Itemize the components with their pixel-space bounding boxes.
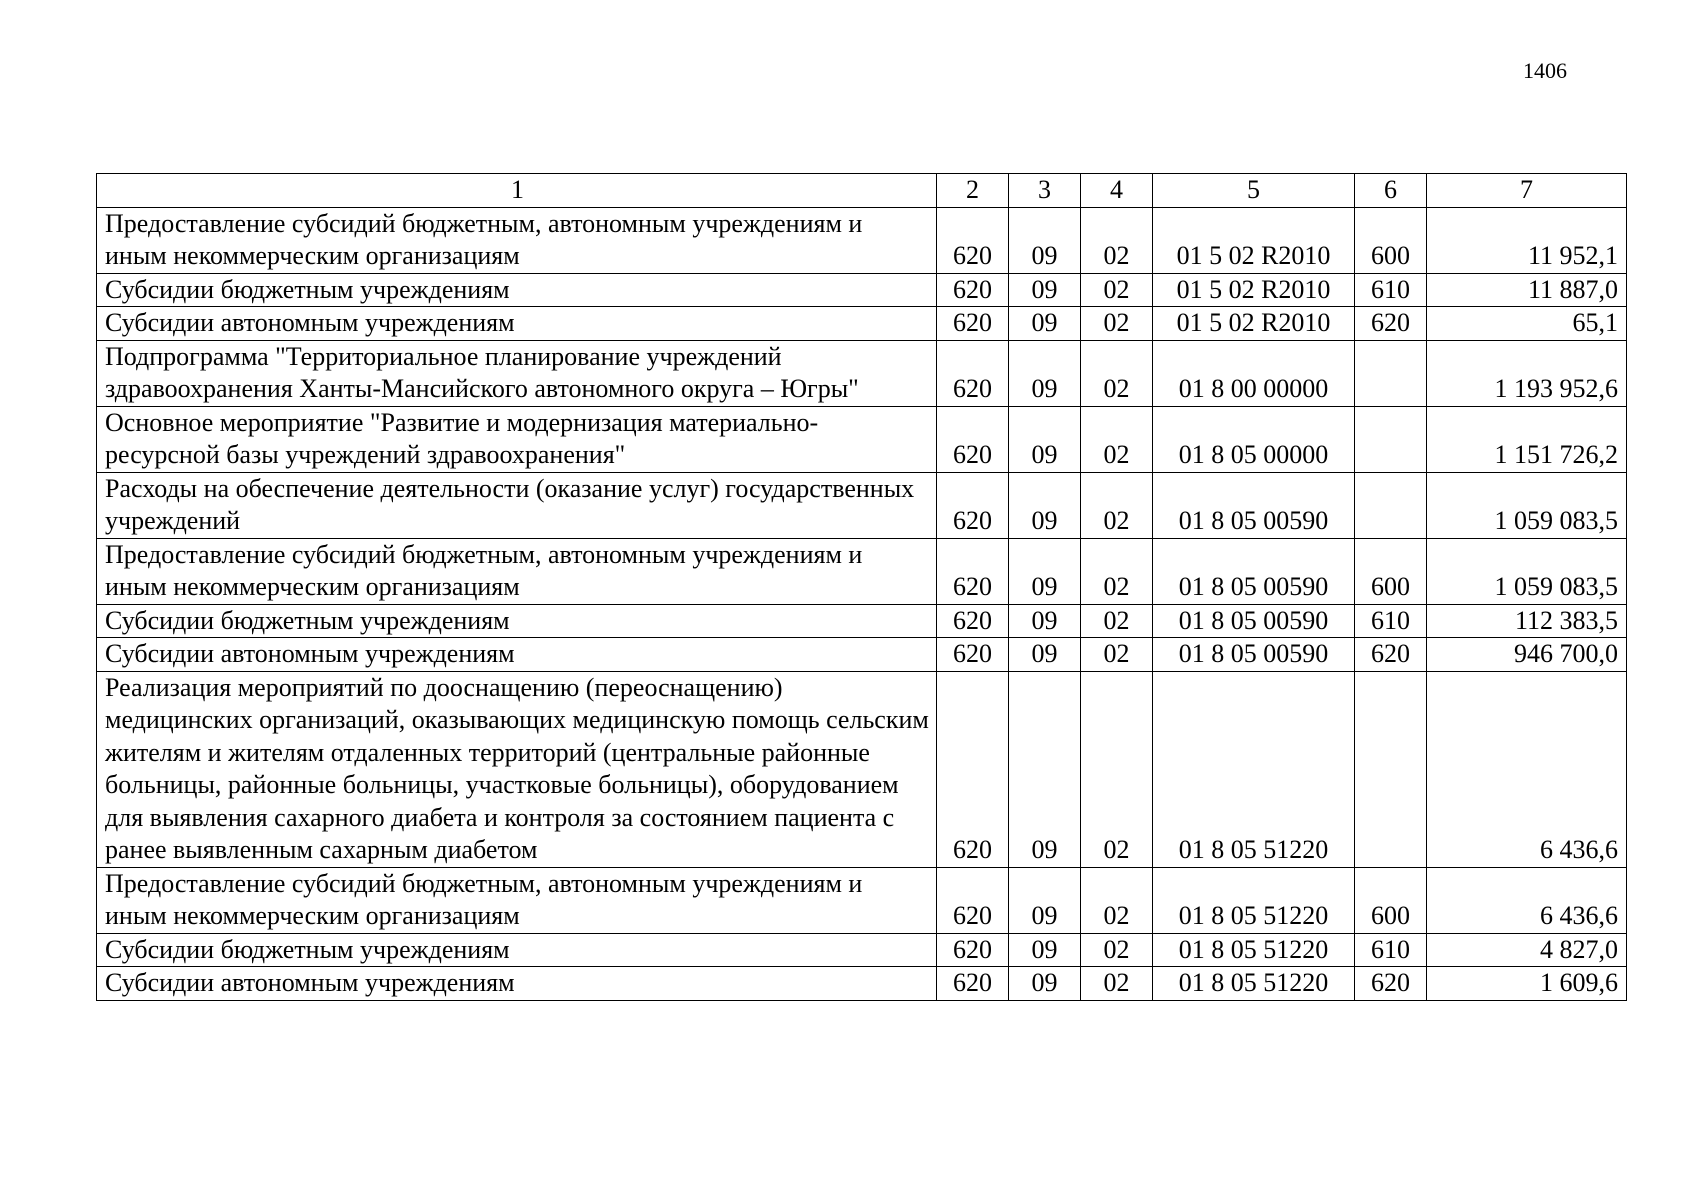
row-col5-cell: 01 5 02 R2010 <box>1153 307 1355 341</box>
row-col3-cell: 09 <box>1009 933 1081 967</box>
row-name-cell: Основное мероприятие "Развитие и модернизация материально-ресурсной базы учреждений здравоохранения" <box>97 406 937 472</box>
row-col2-cell: 620 <box>937 472 1009 538</box>
header-cell: 5 <box>1153 174 1355 208</box>
row-col4-cell: 02 <box>1081 406 1153 472</box>
row-name-cell: Субсидии автономным учреждениям <box>97 967 937 1001</box>
row-name-cell: Расходы на обеспечение деятельности (оказание услуг) государственных учреждений <box>97 472 937 538</box>
row-col7-cell: 1 193 952,6 <box>1427 340 1627 406</box>
row-col7-cell: 4 827,0 <box>1427 933 1627 967</box>
row-col7-cell: 946 700,0 <box>1427 638 1627 672</box>
row-col3-cell: 09 <box>1009 273 1081 307</box>
header-cell: 4 <box>1081 174 1153 208</box>
row-col5-cell: 01 8 05 00590 <box>1153 538 1355 604</box>
row-col2-cell: 620 <box>937 671 1009 867</box>
row-name-cell: Предоставление субсидий бюджетным, автономным учреждениям и иным некоммерческим организациям <box>97 867 937 933</box>
row-col5-cell: 01 5 02 R2010 <box>1153 273 1355 307</box>
row-col6-cell <box>1355 406 1427 472</box>
row-col4-cell: 02 <box>1081 207 1153 273</box>
row-col5-cell: 01 8 05 51220 <box>1153 933 1355 967</box>
table-row <box>97 307 1627 341</box>
row-name-cell: Субсидии автономным учреждениям <box>97 638 937 672</box>
row-col6-cell: 610 <box>1355 604 1427 638</box>
header-cell: 7 <box>1427 174 1627 208</box>
table-row <box>97 867 1627 933</box>
row-col4-cell: 02 <box>1081 867 1153 933</box>
row-col6-cell: 620 <box>1355 638 1427 672</box>
row-col3-cell: 09 <box>1009 671 1081 867</box>
row-col3-cell: 09 <box>1009 340 1081 406</box>
row-col5-cell: 01 8 05 51220 <box>1153 671 1355 867</box>
row-col5-cell: 01 8 05 00590 <box>1153 472 1355 538</box>
row-col2-cell: 620 <box>937 207 1009 273</box>
table-row <box>97 538 1627 604</box>
row-name-cell: Предоставление субсидий бюджетным, автономным учреждениям и иным некоммерческим организациям <box>97 207 937 273</box>
page-number: 1406 <box>1523 58 1567 83</box>
row-name-cell: Субсидии бюджетным учреждениям <box>97 933 937 967</box>
table-header-row <box>97 174 1627 208</box>
row-col5-cell: 01 5 02 R2010 <box>1153 207 1355 273</box>
table-row <box>97 207 1627 273</box>
header-cell: 1 <box>97 174 937 208</box>
budget-table <box>96 173 1627 1001</box>
row-col2-cell: 620 <box>937 604 1009 638</box>
row-col4-cell: 02 <box>1081 638 1153 672</box>
row-col4-cell: 02 <box>1081 273 1153 307</box>
row-col3-cell: 09 <box>1009 967 1081 1001</box>
row-col2-cell: 620 <box>937 406 1009 472</box>
table-row <box>97 406 1627 472</box>
table-row <box>97 671 1627 867</box>
row-name-cell: Субсидии бюджетным учреждениям <box>97 273 937 307</box>
table-row <box>97 933 1627 967</box>
row-col6-cell: 600 <box>1355 538 1427 604</box>
row-col2-cell: 620 <box>937 340 1009 406</box>
row-col4-cell: 02 <box>1081 340 1153 406</box>
row-name-cell: Предоставление субсидий бюджетным, автономным учреждениям и иным некоммерческим организациям <box>97 538 937 604</box>
header-cell: 3 <box>1009 174 1081 208</box>
table-row <box>97 340 1627 406</box>
row-col2-cell: 620 <box>937 638 1009 672</box>
row-col3-cell: 09 <box>1009 207 1081 273</box>
row-col6-cell <box>1355 472 1427 538</box>
row-col2-cell: 620 <box>937 933 1009 967</box>
row-col6-cell: 600 <box>1355 867 1427 933</box>
row-name-cell: Реализация мероприятий по дооснащению (переоснащению) медицинских организаций, оказывающих медицинскую помощь сельским жителям и жителям отдаленных территорий (центральные районные больницы, районные больницы, участковые больницы), оборудованием для выявления сахарного диабета и контроля за состоянием пациента с ранее выявленным сахарным диабетом <box>97 671 937 867</box>
row-col6-cell <box>1355 671 1427 867</box>
row-col4-cell: 02 <box>1081 671 1153 867</box>
table-row <box>97 472 1627 538</box>
row-col3-cell: 09 <box>1009 472 1081 538</box>
row-col6-cell <box>1355 340 1427 406</box>
row-col5-cell: 01 8 05 00590 <box>1153 604 1355 638</box>
row-col4-cell: 02 <box>1081 472 1153 538</box>
row-col5-cell: 01 8 05 51220 <box>1153 867 1355 933</box>
row-col7-cell: 1 151 726,2 <box>1427 406 1627 472</box>
row-col5-cell: 01 8 05 00590 <box>1153 638 1355 672</box>
row-col4-cell: 02 <box>1081 538 1153 604</box>
row-col6-cell: 610 <box>1355 933 1427 967</box>
row-col3-cell: 09 <box>1009 638 1081 672</box>
row-col4-cell: 02 <box>1081 933 1153 967</box>
row-col7-cell: 6 436,6 <box>1427 671 1627 867</box>
header-cell: 2 <box>937 174 1009 208</box>
table-row <box>97 273 1627 307</box>
row-col3-cell: 09 <box>1009 307 1081 341</box>
row-col5-cell: 01 8 05 00000 <box>1153 406 1355 472</box>
table-row <box>97 604 1627 638</box>
row-name-cell: Субсидии бюджетным учреждениям <box>97 604 937 638</box>
row-col3-cell: 09 <box>1009 538 1081 604</box>
row-col2-cell: 620 <box>937 967 1009 1001</box>
row-col6-cell: 620 <box>1355 967 1427 1001</box>
row-col7-cell: 11 952,1 <box>1427 207 1627 273</box>
header-cell: 6 <box>1355 174 1427 208</box>
row-col3-cell: 09 <box>1009 867 1081 933</box>
row-col7-cell: 1 609,6 <box>1427 967 1627 1001</box>
row-col2-cell: 620 <box>937 273 1009 307</box>
row-col5-cell: 01 8 05 51220 <box>1153 967 1355 1001</box>
row-col7-cell: 1 059 083,5 <box>1427 538 1627 604</box>
row-col4-cell: 02 <box>1081 604 1153 638</box>
row-col6-cell: 600 <box>1355 207 1427 273</box>
row-col6-cell: 620 <box>1355 307 1427 341</box>
row-col2-cell: 620 <box>937 867 1009 933</box>
row-col7-cell: 11 887,0 <box>1427 273 1627 307</box>
row-name-cell: Подпрограмма "Территориальное планирование учреждений здравоохранения Ханты-Мансийского автономного округа – Югры" <box>97 340 937 406</box>
table-row <box>97 967 1627 1001</box>
row-col4-cell: 02 <box>1081 307 1153 341</box>
row-col6-cell: 610 <box>1355 273 1427 307</box>
row-col2-cell: 620 <box>937 538 1009 604</box>
row-name-cell: Субсидии автономным учреждениям <box>97 307 937 341</box>
row-col3-cell: 09 <box>1009 406 1081 472</box>
row-col7-cell: 112 383,5 <box>1427 604 1627 638</box>
row-col5-cell: 01 8 00 00000 <box>1153 340 1355 406</box>
row-col3-cell: 09 <box>1009 604 1081 638</box>
row-col7-cell: 65,1 <box>1427 307 1627 341</box>
row-col2-cell: 620 <box>937 307 1009 341</box>
row-col7-cell: 1 059 083,5 <box>1427 472 1627 538</box>
row-col4-cell: 02 <box>1081 967 1153 1001</box>
table-row <box>97 638 1627 672</box>
row-col7-cell: 6 436,6 <box>1427 867 1627 933</box>
